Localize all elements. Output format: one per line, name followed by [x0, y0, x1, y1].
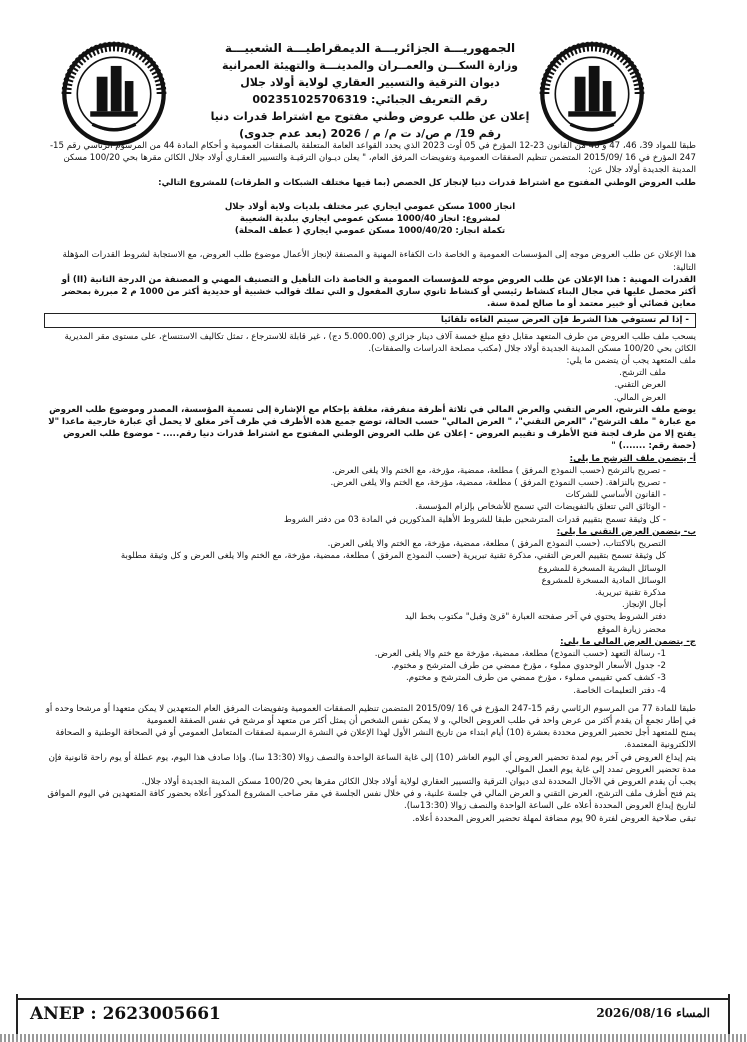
- notice-title: إعلان عن طلب عروض وطني مفتوح مع اشتراط قدرات دنيا: [210, 110, 530, 123]
- list-item: - كل وثيقة تسمح بتقييم قدرات المترشحين طبقا للشروط الأهلية المذكورين في المادة 03 من دفتر الشروط: [283, 514, 666, 525]
- intro-paragraph: طبقا للمواد 39، 46، 47 و 48 من القانون 23-12 المؤرخ في 05 أوت 2023 الذي يحدد القواعد العامة المتعلقة بالصفقات العمومية و أحكام المادة 44 من المرسوم الرئاسي رقم 15-247 المؤرخ في 16 /2015/09 المتضمن تنظيم الصفقات العمومية وتفويضات المرفق العام، " يعلن ديـوان الترقيـة والتسيير العقـاري أولاد جلال الكائن مقرها بحي 100/20 مسكن المدينة الجديدة أولاد جلال عن:: [49, 141, 696, 176]
- office-name: ديوان الترقية والتسيير العقاري لولاية أولاد جلال: [240, 76, 500, 89]
- rejection-notice: - إذا لم تستوفي هذا الشرط فإن العرض سيتم الغاءه تلقائيا: [44, 313, 696, 327]
- section-b-title: ب- يتضمن العرض التقني ما يلي:: [556, 526, 696, 537]
- must-include: ملف المتعهد يجب أن يتضمن ما يلي:: [566, 356, 696, 367]
- call-statement: طلب العروض الوطني المفتوح مع اشتراط قدرات دنيا لإنجاز كل الحصص (بما فيها مختلف الشبكات و الطرقات) للمشروع التالي:: [158, 177, 696, 188]
- section-a-title: أ- يتضمن ملف الترشح ما يلي:: [569, 453, 696, 464]
- list-item: مذكرة تقنية تبريرية.: [594, 587, 666, 598]
- envelopes-paragraph: يوضع ملف الترشح، العرض التقني والعرض المالي في ثلاثة أظرفة منفرقة، مغلقة بإحكام مع الإشارة إلى تسمية المؤسسة، المصدر وموضوع طلب العروض مع عبارة " ملف الترشح"، "العرض التقني"، " العرض المالي" حسب الحالة، توضع جميع هذه الأظرف في ظرف آخر مغلق لا يحمل أي عبارة خارجية ماعدا "لا يفتح إلا من طرف لجنة فتح الأظرف و تقييم العروض - إعلان عن طلب العروض الوطني المفتوح مع اشتراط قدرات دنيا رقم..... - موضوع طلب العروض (حصة رقم: .......) ": [48, 404, 696, 452]
- project-title-3: تكملة انجاز: 1000/40/20 مسكن عمومي ايجاري ( عطف المحلة): [234, 226, 506, 237]
- section-c-list: [44, 648, 696, 697]
- deposit-place-paragraph: يجب أن يقدم العروض في الآجال المحددة لدى ديوان الترقية والتسيير العقاري لولاية أولاد جلال الكائن مقرها بحي 100/20 مسكن المدينة الجديدة أولاد جلال.: [141, 776, 696, 787]
- list-item: التصريح بالاكتتاب، (حسب النموذج المرفق ) مطلعة، ممضية، مؤرخة، مع الختم والا يلغى العرض.: [327, 539, 666, 550]
- list-item: 2- جدول الأسعار الوحدوي مملوء ، مؤرخ ممضي من طرف المترشح و مختوم.: [391, 661, 666, 672]
- republic-title: الجمهوريـــة الجزائريـــة الديمقراطيـــة الشعبيـــة: [224, 41, 516, 55]
- list-item: 4- دفتر التعليمات الخاصة.: [573, 685, 666, 696]
- notice-number: رقم 19/ م ص/د ت م/ م / 2026 (بعد عدم جدوى): [239, 127, 501, 140]
- ministry-name: وزارة السكـــن والعمــران والمدينـــة والتهيئة العمرانية: [222, 59, 518, 72]
- list-item: - القانون الأساسي للشركات: [565, 490, 666, 501]
- footer: [16, 998, 730, 1036]
- section-a-list: [44, 465, 696, 526]
- duration-paragraph: يمنح للمتعهد أجل تحضير العروض محددة بعشرة (10) أيام ابتداء من تاريخ النشر الأول لهذا الإعلان في النشرة الرسمية لصفقات المتعامل العمومي أو في الصحافة الوطنية و الصحافة الالكترونية المعتمدة.: [55, 728, 696, 751]
- scan-edge: [0, 1034, 747, 1042]
- anep-number: ANEP : 2623005661: [30, 1004, 221, 1024]
- fee-paragraph: يسحب ملف طلب العروض من طرف المتعهد مقابل دفع مبلغ خمسة آلاف دينار جزائري (5.000.00 دج) ، غير قابلة للاسترجاع ، تمثل تكاليف الاستنساخ، على مستوى مقر المديرية الكائن بحي 100/20 مسكن المدينة الجديدة أولاد جلال (مكتب مصلحة الدراسات والصفقات).: [64, 331, 696, 354]
- list-item: الوسائل البشرية المسخرة للمشروع: [538, 563, 666, 574]
- list-item: 1- رسالة التعهد (حسب النموذج) مطلعة، ممضية، مؤرخة مع ختم والا يلغى العرض.: [374, 648, 666, 659]
- opening-paragraph: يتم فتح أظرف ملف الترشح، العرض التقني و العرض المالي في جلسة علنية، و في خلال نفس الجلسة في مقر صاحب المشروع المذكور أعلاه بحضور كافة المتعهدين في اليوم الموافق لتاريخ إيداع العروض المحددة أعلاه على الساعة الواحدة والنصف زوالا (13:30سا).: [47, 789, 696, 812]
- list-item: دفتر الشروط يحتوي في آخر صفحته العبارة "قرئ وقبل" مكتوب بخط اليد: [404, 612, 666, 623]
- capacity-paragraph: القدرات المهنية : هذا الإعلان عن طلب العروض موجه للمؤسسات العمومية و الخاصة ذات التأهيل و التصنيف المهني و المصنفة من الدرجة الثانية (II) أو أكثر محصل عليها في مجال البناء كنشاط رئيسي أو كنشاط ثانوي ساري المفعول و التي تملك قوالب خشبية أو حديدية أكثر من 1000 م 2 مبررة بمحضر معاين قضائي أو خبير معتمد أو ما صالح لمدة سنة.: [61, 274, 696, 310]
- list-item: العرض المالي.: [613, 392, 666, 403]
- list-item: - الوثائق التي تتعلق بالتفويضات التي تسمح للأشخاص بإلزام المؤسسة.: [415, 502, 666, 513]
- file-list: [44, 367, 696, 404]
- list-item: الوسائل المادية المسخرة للمشروع: [541, 575, 666, 586]
- tax-id: رقم التعريف الجبائي: 002351025706319: [252, 93, 488, 106]
- list-item: كل وثيقة تسمح بتقييم العرض التقني، مذكرة تقنية تبريرية (حسب النموذج المرفق ) مطلعة، ممضية، مؤرخة، مع الختم والا يلغى العرض و كل وثيقة مطلوبة: [120, 551, 666, 562]
- project-title-2: لمشروع: انجاز 1000/40 مسكن عمومي ايجاري ببلدية الشعيبة: [239, 214, 501, 225]
- deposit-paragraph: يتم إيداع العروض في آخر يوم لمدة تحضير العروض أي اليوم العاشر (10) إلى غاية الساعة الواحدة والنصف زوالا (13:30 سا). وإذا صادف هذا اليوم، يوم عطلة أو يوم راحة قانونية فإن مدة تحضير العروض تمدد إلى غاية يوم العمل الموالي.: [48, 752, 696, 775]
- rule-77-paragraph: طبقا للمادة 77 من المرسوم الرئاسي رقم 15-247 المؤرخ في 16 /2015/09 المتضمن تنظيم الصفقات العمومية وتفويضات المرفق العام المتعهدين لا يمكن متعهدا أو مرشحا وحده أو في إطار تجمع أن يقدم أكثر من عرض واحد في طلب العروض الحالي، و لا يمكن نفس الشخص أن يمثل أكثر من متعهد أو مرشح في نفس الصفقة العمومية: [45, 703, 696, 726]
- eligibility-paragraph: هذا الإعلان عن طلب العروض موجه إلى المؤسسات العمومية و الخاصة ذات الكفاءة المهنية و المصنفة لإنجاز الأعمال موضوع طلب العروض، مع الاستجابة لشروط القدرات المؤهلة التالية:: [62, 250, 696, 273]
- footer-divider: [16, 994, 18, 1036]
- footer-divider: [728, 994, 730, 1036]
- list-item: أجال الإنجاز.: [621, 600, 666, 611]
- section-c-title: ج- يتضمن العرض المالي ما يلي:: [560, 636, 696, 647]
- list-item: محضر زيارة الموقع: [597, 624, 666, 635]
- list-item: ملف الترشح.: [619, 368, 666, 379]
- document-header: [150, 40, 590, 142]
- section-b-list: [44, 538, 696, 636]
- publication-date: المساء 2026/08/16: [596, 1006, 710, 1020]
- list-item: - تصريح بالنزاهة. (حسب النموذج المرفق ) مطلعة، ممضية، مؤرخة، مع الختم والا يلغى العرض.: [330, 478, 666, 489]
- list-item: 3- كشف كمي تقييمي مملوء ، مؤرخ ممضي من طرف المترشح و مختوم.: [406, 673, 666, 684]
- notice-body: [44, 140, 696, 825]
- project-title-1: انجاز 1000 مسكن عمومي ايجاري عبر مختلف بلديات ولاية أولاد جلال: [224, 201, 516, 212]
- list-item: - تصريح بالترشح (حسب النموذج المرفق ) مطلعة، ممضية، مؤرخة، مع الختم والا يلغى العرض.: [331, 465, 666, 476]
- list-item: العرض التقني.: [614, 380, 666, 391]
- validity-paragraph: تبقى صلاحية العروض لفترة 90 يوم مضافة لمهلة تحضير العروض المحددة أعلاه.: [412, 813, 696, 824]
